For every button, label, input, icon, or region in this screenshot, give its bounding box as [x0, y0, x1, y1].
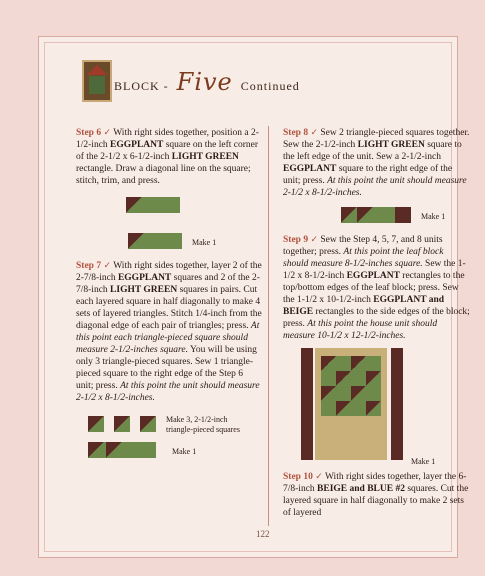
step-8-text-1: Sew 2 triangle-pieced squares together. Sew the 2-1/2-inch	[283, 128, 470, 150]
step-8-eggplant-square	[395, 207, 411, 223]
step-6-text-1: With right sides together, position a 2-1/2-inch	[76, 128, 259, 150]
step-9-italic-2: At this point the house unit should measure 10-1/2 x 12-1/2-inches.	[283, 319, 438, 341]
title-dash: -	[163, 79, 169, 93]
step-7-text-3: squares in pairs. Cut each layered square in half diagonally to make 4 sets of layered triangles. Stitch 1/4-inch from the diagonal edge of each pair of triangles; press.	[76, 285, 262, 331]
step-8-make-label: Make 1	[421, 212, 446, 221]
step-8	[283, 126, 471, 199]
right-column	[283, 126, 471, 519]
step-7-eggplant: EGGPLANT	[117, 273, 172, 283]
step-7-triangle-pieced-label: triangle-pieced squares	[166, 425, 240, 434]
step-8-eggplant: EGGPLANT	[283, 164, 337, 174]
left-column	[76, 126, 262, 464]
step-6-label: Step 6	[76, 128, 102, 138]
step-9-text-4: rectangles to the side edges of the block; press.	[283, 307, 470, 329]
step-7-result-triangle-1	[88, 442, 104, 458]
step-9-diagram	[283, 342, 471, 470]
step-6-eggplant: EGGPLANT	[110, 140, 164, 150]
step-9-label: Step 9	[283, 235, 309, 245]
step-9	[283, 233, 471, 342]
step-7	[76, 259, 262, 404]
leaf-block	[321, 356, 381, 416]
step-7-text-1: With right sides together, layer 2 of the 2-7/8-inch	[76, 261, 262, 283]
step-10-text-2: squares. Cut the layered square in half diagonally to make 2 sets of layered	[283, 484, 469, 518]
step-9-eggplant-beige: EGGPLANT and BEIGE	[283, 295, 445, 317]
checkmark-icon: ✓	[310, 127, 318, 137]
step-9-text-3: rectangles to the top/bottom edges of the leaf block; press. Sew the 1-1/2 x 10-1/2-inch	[283, 271, 465, 305]
house-icon	[82, 60, 112, 102]
title-block: BLOCK	[114, 79, 160, 93]
step-8-diagram	[283, 199, 471, 233]
step-9-make-label: Make 1	[411, 457, 436, 466]
right-side-rectangle	[391, 348, 403, 460]
step-7-make-3-label: Make 3, 2-1/2-inch	[166, 415, 228, 424]
step-6	[76, 126, 262, 187]
triangle-square-2	[114, 416, 130, 432]
step-7-result-triangle-2	[106, 442, 122, 458]
page-title	[114, 68, 300, 96]
step-6-diagram	[76, 187, 262, 259]
triangle-square-3	[140, 416, 156, 432]
triangle-square-1	[88, 416, 104, 432]
step-7-light-green: LIGHT GREEN	[110, 285, 178, 295]
step-6-make-label: Make 1	[192, 238, 217, 247]
step-10	[283, 470, 471, 519]
step-7-italic-1: At this point each triangle-pieced square should measure 2-1/2-inches square.	[76, 321, 260, 355]
step-8-label: Step 8	[283, 128, 309, 138]
step-7-text-2: squares and 2 of the 2-7/8-inch	[76, 273, 260, 295]
page-number: 122	[256, 529, 270, 539]
checkmark-icon: ✓	[315, 471, 323, 481]
title-five: Five	[176, 68, 233, 96]
step-10-label: Step 10	[283, 472, 313, 482]
left-side-rectangle	[301, 348, 313, 460]
step-9-eggplant: EGGPLANT	[346, 271, 400, 281]
step-7-make-1-label: Make 1	[172, 447, 197, 456]
eggplant-triangle	[126, 197, 142, 213]
step-7-label: Step 7	[76, 261, 102, 271]
step-6-light-green: LIGHT GREEN	[171, 152, 239, 162]
step-9-italic-1: At this point the leaf block should measure 8-1/2-inches square.	[283, 247, 444, 269]
step-8-italic: At this point the unit should measure 2-1/2 x 8-1/2-inches.	[283, 176, 467, 198]
step-8-triangle-2	[357, 207, 373, 223]
step-7-diagram	[76, 404, 262, 464]
title-continued: Continued	[240, 79, 300, 93]
checkmark-icon: ✓	[310, 234, 318, 244]
step-7-italic-2: At this point the unit should measure 2-1/2 x 8-1/2-inches.	[76, 381, 260, 403]
house-block-diagram	[301, 348, 407, 460]
step-8-text-3: square to the right edge of the unit; press.	[283, 164, 453, 186]
step-10-text-1: With right sides together, layer the 6-7/8-inch	[283, 472, 467, 494]
step-6-text-2: square on the left corner of the 2-1/2 x 6-1/2-inch	[76, 140, 259, 162]
step-9-text-2: Sew the 1-1/2 x 8-1/2-inch	[283, 259, 466, 281]
step-8-light-green: LIGHT GREEN	[357, 140, 425, 150]
step-10-beige-blue: BEIGE and BLUE #2	[317, 484, 405, 494]
checkmark-icon: ✓	[103, 127, 111, 137]
beige-frame	[315, 348, 387, 460]
column-divider	[268, 126, 269, 526]
step-9-text-1: Sew the Step 4, 5, 7, and 8 units together; press.	[283, 235, 443, 257]
step-8-text-2: square to the left edge of the unit. Sew a 2-1/2-inch	[283, 140, 462, 162]
step-7-text-4: You will be using only 3 triangle-pieced squares. Sew 1 triangle-pieced square to the right edge of the Step 6 unit; press.	[76, 345, 257, 391]
checkmark-icon: ✓	[103, 260, 111, 270]
result-triangle	[128, 233, 144, 249]
step-6-text-3: rectangle. Draw a diagonal line on the square; stitch, trim, and press.	[76, 164, 251, 186]
step-8-triangle-1	[341, 207, 357, 223]
